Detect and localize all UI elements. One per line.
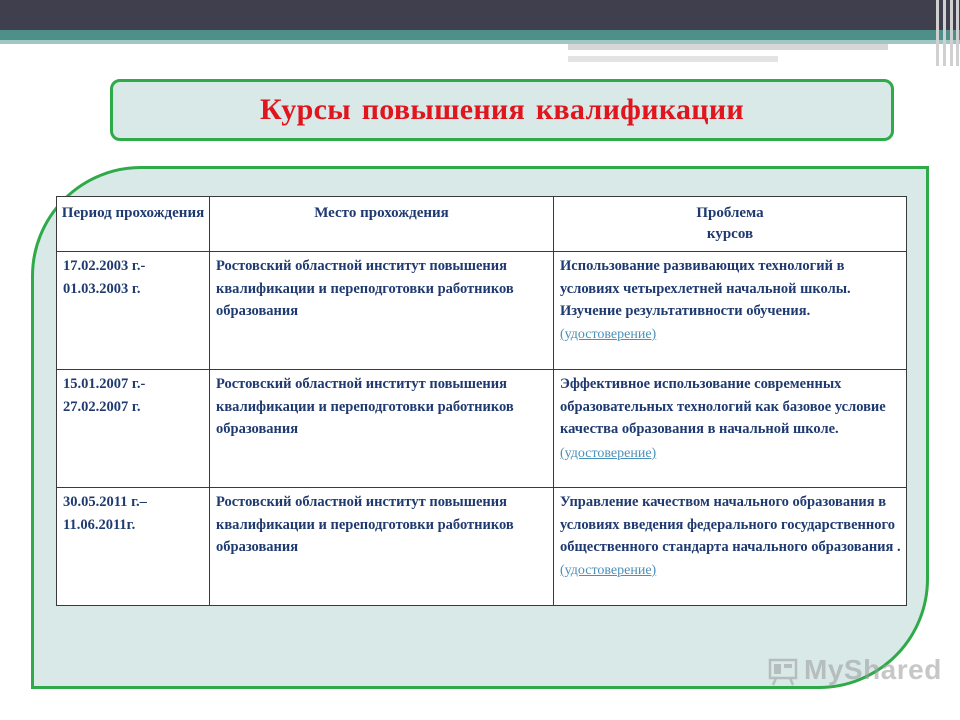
header-problem-line1: Проблема <box>696 205 764 221</box>
table-row <box>57 370 907 488</box>
header-place: Место прохождения <box>210 197 554 252</box>
top-dark-bar <box>0 0 960 30</box>
period-start: 30.05.2011 г.– <box>63 494 147 510</box>
top-grey-line <box>568 44 888 50</box>
presentation-board-icon <box>768 658 798 686</box>
header-period: Период прохождения <box>57 197 210 252</box>
header-problem <box>554 197 907 252</box>
courses-table <box>56 196 907 606</box>
top-grey-line-short <box>568 56 778 62</box>
top-teal-bar <box>0 30 960 40</box>
problem-cell <box>554 252 907 370</box>
table-row <box>57 252 907 370</box>
myshared-watermark <box>768 654 942 694</box>
problem-text: Управление качеством начального образования в условиях введения федерального государственного общественного стандарта начального образования . <box>560 494 901 556</box>
period-cell <box>57 370 210 488</box>
period-cell <box>57 488 210 606</box>
certificate-link[interactable]: (удостоверение) <box>560 562 657 578</box>
table-row <box>57 488 907 606</box>
period-start: 17.02.2003 г.- <box>63 258 146 274</box>
period-end: 27.02.2007 г. <box>63 398 141 415</box>
header-problem-line2: курсов <box>706 226 754 242</box>
period-end: 11.06.2011г. <box>63 516 136 533</box>
place-cell: Ростовский областной институт повышения квалификации и переподготовки работников образования <box>210 370 554 488</box>
slide-title: Курсы повышения квалификации <box>259 93 745 126</box>
title-panel <box>110 79 894 141</box>
watermark-text: MyShared <box>804 654 942 685</box>
problem-text: Эффективное использование современных образовательных технологий как базовое условие качества образования в начальной школе. <box>560 376 886 438</box>
period-cell <box>57 252 210 370</box>
period-end: 01.03.2003 г. <box>63 280 141 297</box>
problem-text: Использование развивающих технологий в условиях четырехлетней начальной школы. Изучение результативности обучения. <box>560 258 851 320</box>
corner-vertical-lines <box>930 0 960 66</box>
table-header-row <box>57 197 907 252</box>
place-cell: Ростовский областной институт повышения квалификации и переподготовки работников образования <box>210 252 554 370</box>
period-start: 15.01.2007 г.- <box>63 376 146 392</box>
problem-cell <box>554 488 907 606</box>
place-cell: Ростовский областной институт повышения квалификации и переподготовки работников образования <box>210 488 554 606</box>
problem-cell <box>554 370 907 488</box>
certificate-link[interactable]: (удостоверение) <box>560 445 657 461</box>
certificate-link[interactable]: (удостоверение) <box>560 326 657 342</box>
